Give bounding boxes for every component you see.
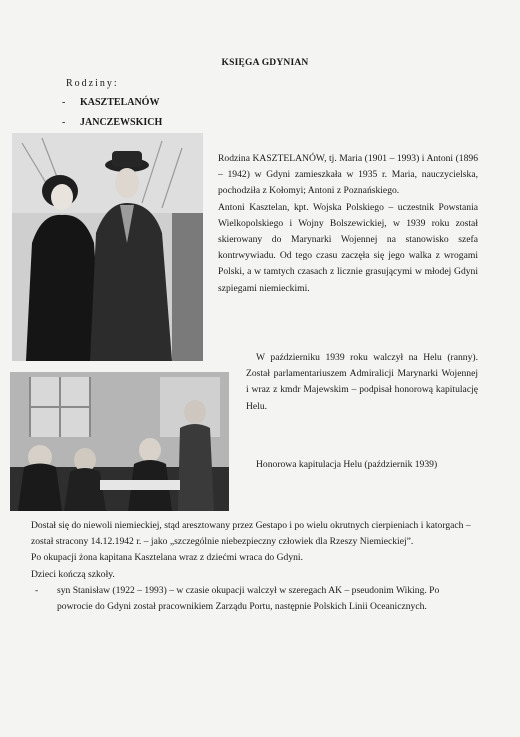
paragraph: Antoni Kasztelan, kpt. Wojska Polskiego – uczestnik Powstania Wielkopolskiego i Wojny Bolszewickiej, w 1939 roku został skierowany do Marynarki Wojennej na stanowisko szefa kontrwywiadu. Od tego czasu zaczęła się jego walka z wrogami Polski, a w tamtych czasach z licznie grasującymi w młodej Gdyni szpiegami niemieckimi. [218, 201, 478, 294]
main-text-middle [246, 350, 478, 415]
couple-photo [12, 133, 203, 361]
capitulation-photo [10, 372, 229, 511]
paragraph: Po okupacji żona kapitana Kasztelana wraz z dziećmi wraca do Gdyni. [31, 552, 303, 564]
families-label: Rodziny: [66, 78, 119, 89]
bullet-text: syn Stanisław (1922 – 1993) – w czasie okupacji walczył w szeregach AK – pseudonim Wiking. Po powrocie do Gdyni został pracownikiem Zarządu Portu, następnie Polskich Linii Oceanicznych. [57, 584, 440, 613]
family-dash: - [62, 97, 66, 108]
family-item [62, 97, 159, 108]
paragraph: Rodzina KASZTELANÓW, tj. Maria (1901 – 1993) i Antoni (1896 – 1942) w Gdyni zamieszkała w 1935 r. Maria, nauczycielska, pochodziła z Kołomyi; Antoni z Poznańskiego. [218, 153, 478, 197]
couple-photo-drawing [12, 133, 203, 361]
family-item [62, 117, 162, 128]
bullet-dash: - [35, 584, 39, 596]
photo-caption: Honorowa kapitulacja Helu (październik 1939) [256, 459, 438, 470]
main-text-top [218, 151, 478, 297]
page-title: KSIĘGA GDYNIAN [221, 58, 309, 68]
paragraph: Dostał się do niewoli niemieckiej, stąd aresztowany przez Gestapo i po wielu okrutnych cierpieniach i katorgach – został stracony 14.12.1942 r. – jako „szczególnie niebezpieczny człowiek dla Rzeszy Niemieckiej”. [31, 520, 471, 548]
paragraph: Dzieci kończą szkoły. [31, 568, 115, 580]
family-name: KASZTELANÓW [80, 97, 160, 108]
family-dash: - [62, 117, 66, 128]
bottom-text [31, 518, 471, 615]
bullet-item [31, 583, 471, 615]
family-name: JANCZEWSKICH [80, 117, 163, 128]
paragraph: W październiku 1939 roku walczył na Helu (ranny). Został parlamentariuszem Admiralicji Marynarki Wojennej i wraz z kmdr Majewskim – podpisał honorową kapitulację Helu. [246, 352, 478, 412]
capitulation-photo-drawing [10, 372, 229, 511]
